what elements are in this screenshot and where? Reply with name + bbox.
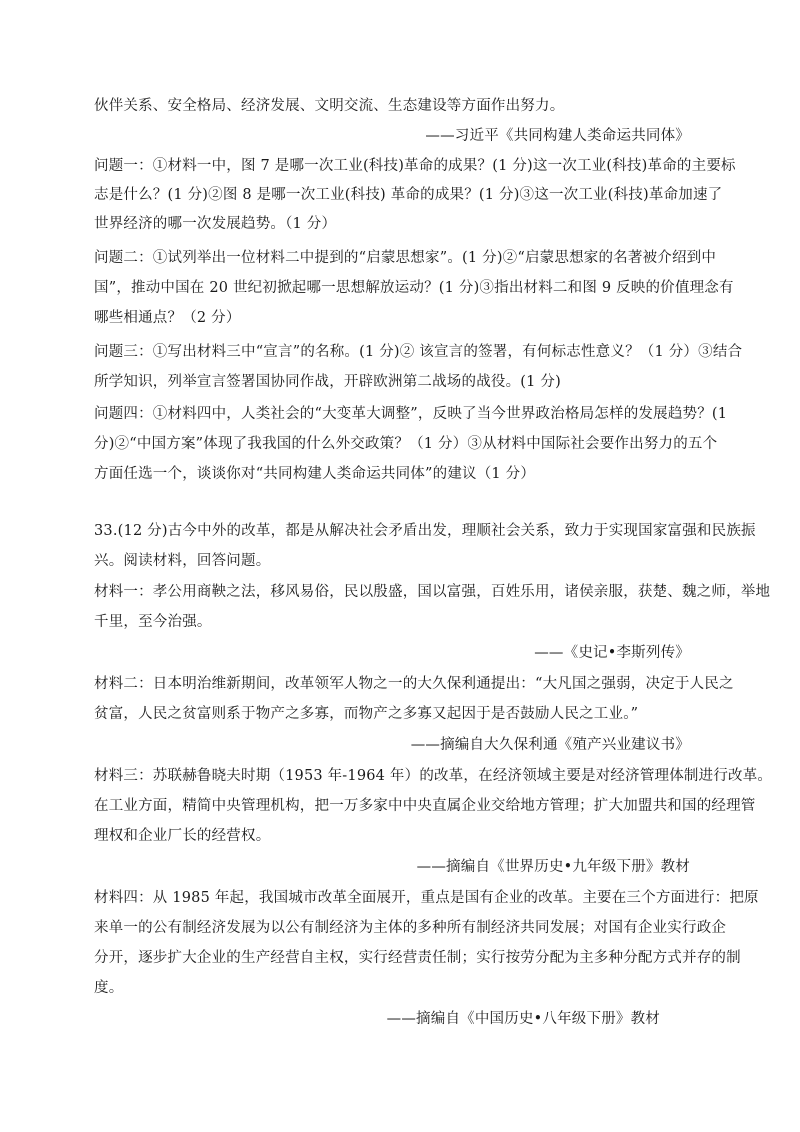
material-2-line-2: 贫富，人民之贫富则系于物产之多寡，而物产之多寡又起因于是否鼓励人民之工业。” — [94, 706, 639, 722]
material-4-line-4: 度。 — [94, 980, 124, 996]
material-1-source: ——《史记•李斯列传》 — [534, 645, 690, 661]
question-4-line-1: 问题四：①材料四中，人类社会的“大变革大调整”，反映了当今世界政治格局怎样的发展趋势？(1 — [94, 406, 728, 422]
question-2-line-2: 国”，推动中国在 20 世纪初掀起哪一思想解放运动？(1 分)③指出材料二和图 9 反映的价值理念有 — [94, 280, 734, 296]
question-1-line-1: 问题一：①材料一中，图 7 是哪一次工业(科技)革命的成果？(1 分)这一次工业(科技)革命的主要标 — [94, 158, 736, 174]
question-33-intro-line-1: 33.(12 分)古今中外的改革，都是从解决社会矛盾出发，理顺社会关系，致力于实现国家富强和民族振 — [94, 523, 756, 539]
material-2-source: ——摘编自大久保利通《殖产兴业建议书》 — [410, 737, 690, 753]
material-3-line-3: 理权和企业厂长的经营权。 — [94, 828, 271, 844]
question-33-intro-line-2: 兴。阅读材料，回答问题。 — [94, 553, 271, 569]
material-source: ——习近平《共同构建人类命运共同体》 — [425, 128, 690, 144]
material-text-line: 伙伴关系、安全格局、经济发展、文明交流、生态建设等方面作出努力。 — [94, 98, 565, 114]
material-1-line-1: 材料一：孝公用商鞅之法，移风易俗，民以殷盛，国以富强，百姓乐用，诸侯亲服，获楚、魏之师，举地 — [94, 584, 771, 600]
question-1-line-2: 志是什么？(1 分)②图 8 是哪一次工业(科技) 革命的成果？(1 分)③这一次工业(科技)革命加速了 — [94, 187, 723, 203]
question-3-line-2: 所学知识，列举宣言签署国协同作战，开辟欧洲第二战场的战役。(1 分) — [94, 374, 561, 390]
material-2-line-1: 材料二：日本明治维新期间，改革领军人物之一的大久保利通提出：“大凡国之强弱，决定于人民之 — [94, 676, 734, 692]
material-3-line-2: 在工业方面，精简中央管理机构，把一万多家中中央直属企业交给地方管理；扩大加盟共和国的经理管 — [94, 798, 756, 814]
material-4-line-2: 来单一的公有制经济发展为以公有制经济为主体的多种所有制经济共同发展；对国有企业实行政企 — [94, 920, 727, 936]
material-4-line-3: 分开，逐步扩大企业的生产经营自主权，实行经营责任制；实行按劳分配为主多种分配方式并存的制 — [94, 950, 741, 966]
material-4-source: ——摘编自《中国历史•八年级下册》教材 — [386, 1011, 660, 1027]
material-3-line-1: 材料三：苏联赫鲁晓夫时期（1953 年-1964 年）的改革，在经济领域主要是对经济管理体制进行改革。 — [94, 768, 773, 784]
question-4-line-2: 分)②“中国方案”体现了我我国的什么外交政策？（1 分）③从材料中国际社会要作出努力的五个 — [94, 436, 718, 452]
question-1-line-3: 世界经济的哪一次发展趋势。（1 分） — [94, 216, 337, 232]
material-3-source: ——摘编自《世界历史•九年级下册》教材 — [416, 859, 690, 875]
question-2-line-3: 哪些相通点？（2 分） — [94, 310, 241, 326]
material-4-line-1: 材料四：从 1985 年起，我国城市改革全面展开，重点是国有企业的改革。主要在三个方面进行：把原 — [94, 890, 759, 906]
material-1-line-2: 千里，至今治强。 — [94, 614, 212, 630]
question-3-line-1: 问题三：①写出材料三中“宣言”的名称。(1 分)② 该宣言的签署，有何标志性意义？（1 分）③结合 — [94, 344, 743, 360]
question-2-line-1: 问题二：①试列举出一位材料二中提到的“启蒙思想家”。(1 分)②“启蒙思想家的名著被介绍到中 — [94, 250, 717, 266]
question-4-line-3: 方面任选一个，谈谈你对“共同构建人类命运共同体”的建议（1 分） — [94, 466, 536, 482]
